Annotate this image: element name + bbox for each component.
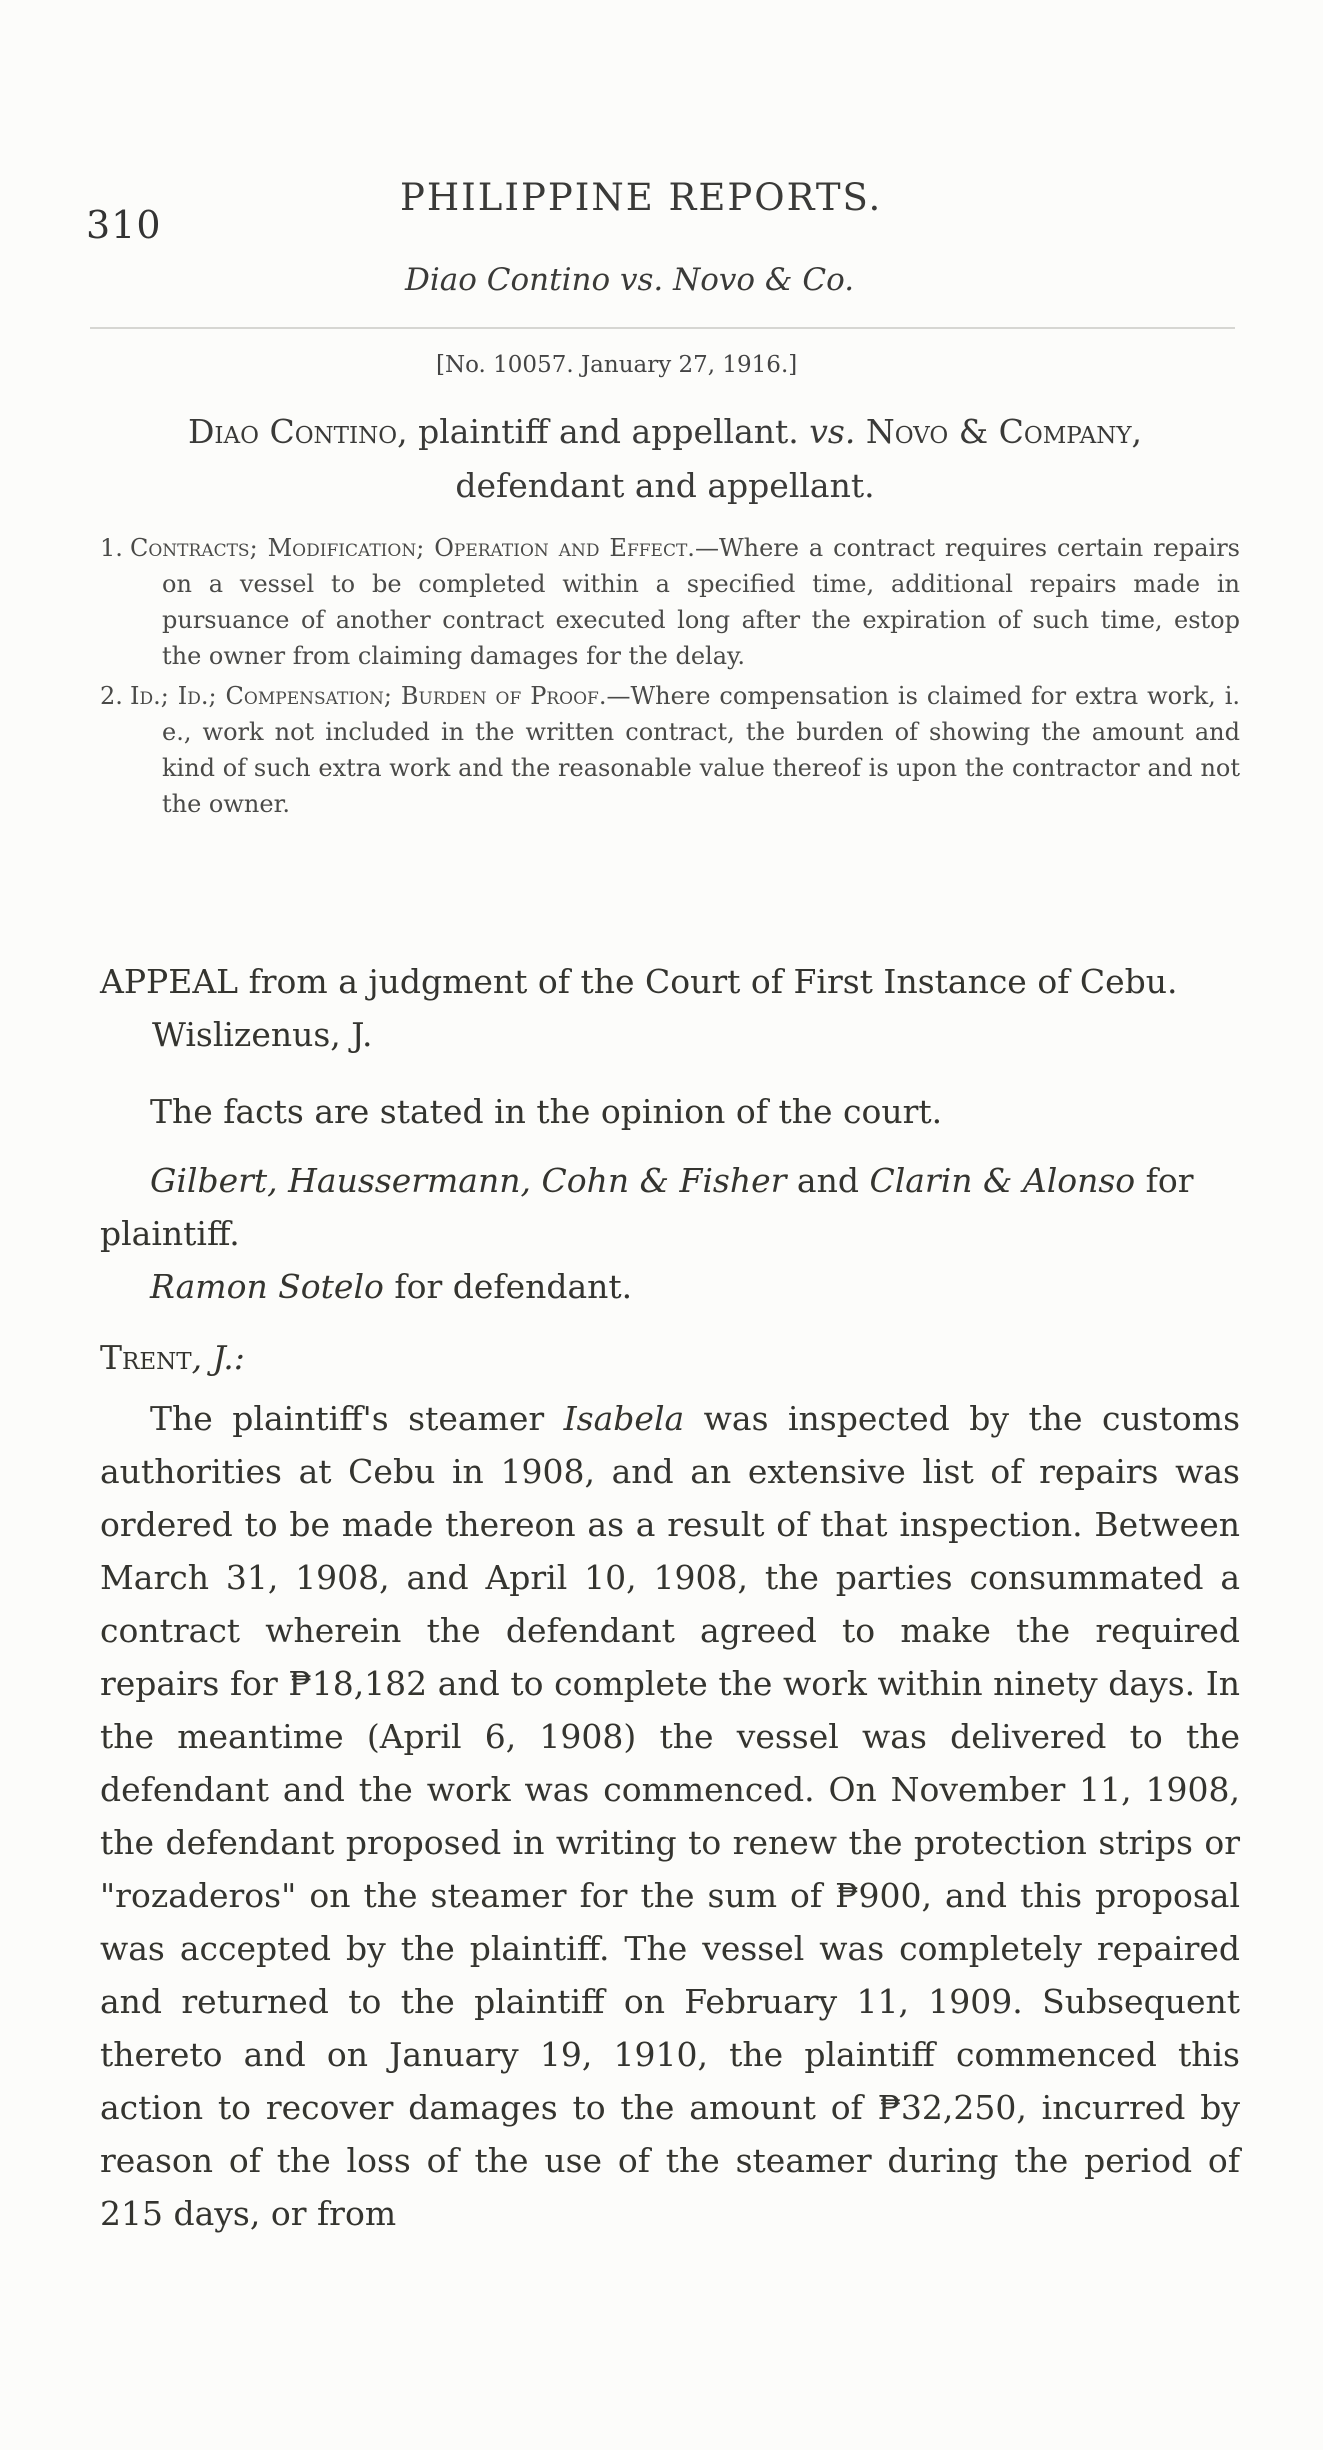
counsel-plaintiff-suffix: for plaintiff. — [100, 1161, 1194, 1253]
opinion-author-suffix: , J.: — [191, 1338, 245, 1377]
plaintiff-role: , plaintiff and appellant. — [397, 412, 799, 451]
counsel-defendant-suffix: for defendant. — [383, 1267, 633, 1306]
opinion-author-name: Trent — [100, 1338, 192, 1377]
vessel-name: Isabela — [563, 1399, 685, 1438]
counsel-defendant-name: Ramon Sotelo — [150, 1267, 384, 1306]
counsel-and: and — [786, 1161, 870, 1200]
syllabus-heading: Id.; Id.; Compensation; Burden of Proof. — [130, 682, 607, 710]
syllabus — [100, 530, 1240, 826]
counsel-firm-2: Clarin & Alonso — [869, 1161, 1136, 1200]
case-body — [100, 955, 1240, 2240]
case-parties — [100, 405, 1230, 513]
trial-judge: Wislizenus, J. — [152, 1015, 373, 1054]
defendant-role: , defendant and appellant. — [455, 412, 1143, 505]
header-rule — [90, 327, 1235, 329]
syllabus-item — [100, 678, 1240, 822]
case-short-title: Diao Contino vs. Novo & Co. — [405, 262, 855, 298]
syllabus-text: —Where compensation is claimed for extra work, i. e., work not included in the written contract, the burden of showing the amount and kind of such extra work and the reasonable value thereof is upon the contractor and not the owner. — [162, 682, 1241, 818]
syllabus-heading: Contracts; Modification; Operation and Effect. — [130, 534, 695, 562]
appeal-text: APPEAL from a judgment of the Court of First Instance of Cebu. — [100, 962, 1178, 1001]
counsel-defendant — [100, 1260, 1240, 1313]
facts-statement: The facts are stated in the opinion of the court. — [150, 1092, 943, 1131]
page-number: 310 — [86, 203, 162, 247]
syllabus-item — [100, 530, 1240, 674]
syllabus-number: 2. — [100, 682, 123, 710]
counsel-plaintiff — [100, 1154, 1240, 1260]
syllabus-number: 1. — [100, 534, 123, 562]
counsel-firm-1: Gilbert, Haussermann, Cohn & Fisher — [150, 1161, 787, 1200]
appeal-line — [100, 955, 1240, 1061]
defendant-name: Novo & Company — [865, 412, 1132, 451]
plaintiff-name: Diao Contino — [187, 412, 398, 451]
opinion-text-2: was inspected by the customs authorities at Cebu in 1908, and an extensive list of repairs was ordered to be made thereon as a result of that inspection. Between March 31, 1908, and April 10, 1908, the parties consummated a contract wherein the defendant agreed to make the required repairs for ₱18,182 and to complete the work within ninety days. In the meantime (April 6, 1908) the vessel was delivered to the defendant and the work was commenced. On November 11, 1908, the defendant proposed in writing to renew the protection strips or "rozaderos" on the steamer for the sum of ₱900, and this proposal was accepted by the plaintiff. The vessel was completely repaired and returned to the plaintiff on February 11, 1909. Subsequent thereto and on January 19, 1910, the plaintiff commenced this action to recover damages to the amount of ₱32,250, incurred by reason of the loss of the use of the steamer during the period of 215 days, or from — [100, 1399, 1241, 2233]
syllabus-text: —Where a contract requires certain repairs on a vessel to be completed within a specified time, additional repairs made in pursuance of another contract executed long after the expiration of such time, estop the owner from claiming damages for the delay. — [162, 534, 1240, 670]
opinion-author — [100, 1331, 1240, 1384]
versus: vs. — [809, 412, 856, 451]
docket-line: [No. 10057. January 27, 1916.] — [436, 352, 798, 378]
opinion-paragraph — [100, 1392, 1240, 2240]
opinion-text-1: The plaintiff's steamer — [150, 1399, 564, 1438]
running-head: PHILIPPINE REPORTS. — [400, 176, 883, 219]
